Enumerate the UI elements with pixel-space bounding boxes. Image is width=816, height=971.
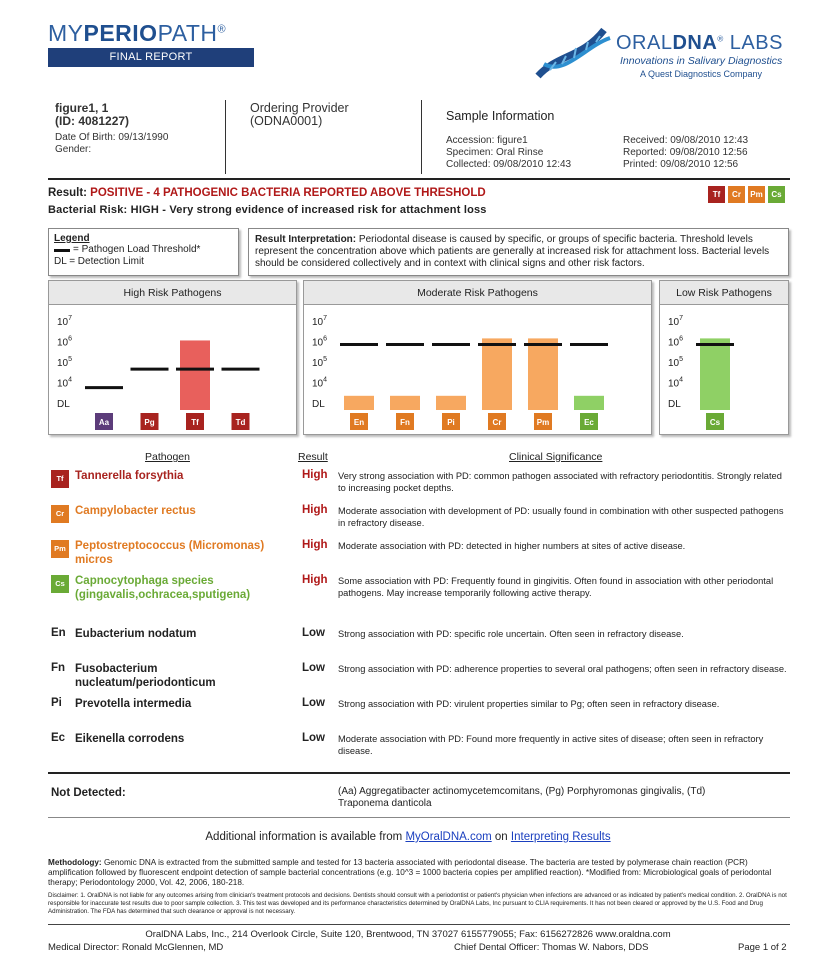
patient-name: figure1, 1	[55, 101, 109, 115]
low-risk-chart	[659, 280, 789, 435]
final-report-banner: FINAL REPORT	[48, 48, 254, 67]
clinical-significance: Moderate association with PD: detected in higher numbers at sites of active disease.	[338, 541, 686, 551]
pathogen-result: High	[302, 504, 328, 516]
y-tick-label: $10^5$	[312, 356, 328, 369]
bar-en	[344, 396, 374, 410]
collected: Collected: 09/08/2010 12:43	[446, 159, 572, 170]
lab-address: OralDNA Labs, Inc., 214 Overlook Circle, Suite 120, Brentwood, TN 37027 6155779055; Fax: 6156272826 www.oraldna.com	[145, 929, 671, 940]
bacterial-risk: Bacterial Risk: HIGH - Very strong evidence of increased risk for attachment loss	[48, 204, 487, 216]
category-label: Cs	[709, 418, 721, 427]
y-tick-label: $10^6$	[312, 335, 328, 349]
y-tick-label: $10^7$	[312, 315, 328, 328]
sample-title: Sample Information	[446, 109, 555, 123]
y-tick-label: $10^5$	[668, 356, 684, 369]
pathogen-name: Capnocytophaga species (gingavalis,ochracea,sputigena)	[75, 575, 251, 601]
pathogen-code: Pi	[51, 697, 62, 709]
legend-title: Legend	[54, 233, 90, 244]
received: Received: 09/08/2010 12:43	[623, 135, 749, 146]
brand-title: MYPERIOPATH®	[48, 20, 227, 46]
clinical-significance: Strong association with PD: adherence properties to several oral pathogens; often seen in refractory disease.	[338, 664, 787, 674]
bar-tf	[180, 340, 210, 410]
pathogen-name: Eubacterium nodatum	[75, 628, 197, 640]
y-tick-label: $10^7$	[57, 315, 73, 328]
chart-title: Moderate Risk Pathogens	[304, 281, 651, 305]
pathogen-code: En	[51, 627, 66, 639]
y-tick-label: DL	[312, 399, 325, 410]
pathogen-result: Low	[302, 662, 325, 674]
legend-dl: DL = Detection Limit	[54, 256, 144, 267]
bar-pi	[436, 396, 466, 410]
methodology-text: Genomic DNA is extracted from the submitted sample and tested for 13 bacteria associated with periodontal disease. The bacteria are tested by polymerase chain reaction (PCR) amplification followed by fluorescent endpoint detection of sample bacterial concentrations (e.g. 10^3 = 1000 bacteria copies per amplified reaction). *Modified from: Microbiological goals of periodontal therapy; Periodontology 2000, Vol. 42, 2006, 180-218.	[48, 858, 772, 887]
medical-director: Medical Director: Ronald McGlennen, MD	[48, 942, 224, 953]
chart-title: High Risk Pathogens	[49, 281, 296, 305]
category-label: Pg	[144, 418, 155, 427]
threshold-swatch	[54, 249, 70, 252]
bar-fn	[390, 396, 420, 410]
category-label: Fn	[400, 418, 410, 427]
bar-pm	[528, 338, 558, 410]
chart-title: Low Risk Pathogens	[660, 281, 788, 305]
sample-right	[623, 135, 748, 171]
badge-tf: Tf	[708, 186, 725, 203]
y-tick-label: $10^6$	[57, 335, 73, 349]
patient-id: (ID: 4081227)	[55, 114, 130, 128]
category-label: Ec	[584, 418, 594, 427]
category-label: Tf	[191, 418, 199, 427]
badge-cs: Cs	[768, 186, 785, 203]
lab-tagline: Innovations in Salivary Diagnostics	[620, 55, 783, 67]
moderate-risk-chart-svg	[304, 306, 653, 436]
accession: Accession: figure1	[446, 135, 528, 146]
interpreting-results-link[interactable]: Interpreting Results	[510, 831, 611, 843]
dna-helix-icon	[530, 24, 620, 84]
badge-pm: Pm	[748, 186, 765, 203]
pathogen-result: Low	[302, 732, 325, 744]
col-significance: Clinical Significance	[509, 451, 603, 463]
oraldna-brand: ORALDNA® LABS	[616, 32, 783, 54]
pathogen-code: Ec	[51, 732, 66, 744]
pathogen-result: Low	[302, 697, 325, 709]
chief-dental-officer: Chief Dental Officer: Thomas W. Nabors, DDS	[454, 942, 649, 953]
pathogen-name: Campylobacter rectus	[75, 505, 196, 517]
high-risk-chart	[48, 280, 297, 435]
pathogen-code: Fn	[51, 662, 66, 674]
pathogen-result: High	[302, 539, 328, 551]
low-risk-chart-svg	[660, 306, 790, 436]
reported: Reported: 09/08/2010 12:56	[623, 147, 748, 158]
disclaimer: Disclaimer: 1. OralDNA is not liable for any outcomes arising from clinician's treatment protocols and decisions. Dentists should consult with a periodontist or patient's physician when infections are advanced or as indicated by patient's medical condition. 2. OralDNA is not responsible for inaccurate test results due to poor sample collection. 3. This test was developed and its performance characteristics determined by OralDNA Labs, Inc pursuant to CLIA requirements. It has not been cleared or approved by the U.S. Food and Drug Administration. The FDA has determined that such clearance or approval is not necessary.	[48, 892, 787, 915]
section-rule	[48, 772, 790, 774]
patient-gender: Gender:	[55, 144, 92, 155]
provider-title: Ordering Provider	[250, 101, 349, 115]
pathogen-name: Peptostreptococcus (Micromonas) micros	[75, 540, 265, 566]
col-result: Result	[298, 451, 328, 463]
category-label: Aa	[98, 418, 110, 427]
provider-code: (ODNA0001)	[250, 114, 323, 128]
category-label: En	[353, 418, 365, 427]
patient-dob: Date Of Birth: 09/13/1990	[55, 132, 169, 143]
section-rule	[48, 178, 790, 180]
interpretation-box: Result Interpretation: Periodontal disease is caused by specific, or groups of specific bacteria. Threshold levels represent the concentration above which patients are generally at increased risk for attachment loss. Bacterial levels should be considered collectively and in context with clinical signs and other risk factors.	[248, 228, 789, 276]
legend-box	[48, 228, 239, 276]
not-detected-label: Not Detected:	[51, 787, 126, 799]
result-summary: Result: POSITIVE - 4 PATHOGENIC BACTERIA REPORTED ABOVE THRESHOLD	[48, 187, 486, 199]
y-tick-label: $10^4$	[668, 376, 684, 390]
divider	[421, 100, 422, 174]
y-tick-label: $10^5$	[57, 356, 73, 369]
category-label: Cr	[492, 418, 502, 427]
clinical-significance: Very strong association with PD: common pathogen associated with refractory periodontitis. Strongly related to increasing pocket depths.	[338, 471, 782, 493]
clinical-significance: Moderate association with PD: Found more frequently in active sites of disease; often seen in refractory disease.	[338, 734, 764, 756]
bar-cr	[482, 338, 512, 410]
category-label: Pm	[536, 418, 550, 427]
pathogen-badge: Cs	[51, 575, 69, 593]
myperiopath-logo	[48, 20, 254, 67]
patient-info	[55, 102, 168, 156]
y-tick-label: $10^6$	[668, 335, 684, 349]
bar-cs	[700, 338, 730, 410]
page-number: Page 1 of 2	[738, 942, 787, 953]
pathogen-name: Tannerella forsythia	[75, 470, 184, 482]
pathogen-badge: Pm	[51, 540, 69, 558]
legend-threshold: = Pathogen Load Threshold*	[54, 244, 233, 256]
moderate-risk-chart	[303, 280, 652, 435]
additional-info: Additional information is available from MyOralDNA.com on Interpreting Results	[205, 831, 611, 843]
y-tick-label: $10^4$	[57, 376, 73, 390]
footer-rule	[48, 924, 790, 925]
methodology: Methodology: Genomic DNA is extracted from the submitted sample and tested for 13 bacteria associated with periodontal disease. The bacteria are tested by polymerase chain reaction (PCR) amplification followed by fluorescent endpoint detection of sample bacterial concentrations (e.g. 10^3 = 1000 bacteria copies per amplified reaction). *Modified from: Microbiological goals of periodontal therapy; Periodontology 2000, Vol. 42, 2006, 180-218.	[48, 858, 772, 887]
pathogen-badge: Tf	[51, 470, 69, 488]
col-pathogen: Pathogen	[145, 451, 190, 463]
interpretation-text: Periodontal disease is caused by specific, or groups of specific bacteria. Threshold levels represent the concentration above which patients are generally at increased risk for attachment loss. Bacterial levels should be considered collectively and in context with clinical signs and other risk factors.	[255, 234, 770, 269]
divider	[225, 100, 226, 174]
y-tick-label: DL	[668, 399, 681, 410]
printed: Printed: 09/08/2010 12:56	[623, 159, 739, 170]
y-tick-label: $10^4$	[312, 376, 328, 390]
section-rule	[48, 817, 790, 818]
category-label: Pi	[447, 418, 455, 427]
pathogen-badge: Cr	[51, 505, 69, 523]
bar-ec	[574, 396, 604, 410]
clinical-significance: Strong association with PD: virulent properties similar to Pg; often seen in refractory disease.	[338, 699, 720, 709]
pathogen-name: Eikenella corrodens	[75, 733, 185, 745]
pathogen-result: High	[302, 469, 328, 481]
pathogen-result: High	[302, 574, 328, 586]
y-tick-label: DL	[57, 399, 70, 410]
badge-cr: Cr	[728, 186, 745, 203]
provider-info	[250, 102, 349, 128]
pathogen-result: Low	[302, 627, 325, 639]
oraldna-logo	[530, 24, 790, 84]
specimen: Specimen: Oral Rinse	[446, 147, 544, 158]
clinical-significance: Some association with PD: Frequently found in gingivitis. Often found in association with other periodontal pathogens. May increase temporarily following active therapy.	[338, 576, 774, 598]
sample-left	[446, 135, 571, 171]
lab-company: A Quest Diagnostics Company	[640, 69, 763, 79]
clinical-significance: Moderate association with development of PD: usually found in combination with other suspected pathogens in refractory disease.	[338, 506, 784, 528]
clinical-significance: Strong association with PD: specific role uncertain. Often seen in refractory disease.	[338, 629, 684, 639]
y-tick-label: $10^7$	[668, 315, 684, 328]
pathogen-name: Prevotella intermedia	[75, 698, 192, 710]
pathogen-name: Fusobacterium nucleatum/periodonticum	[75, 663, 216, 689]
high-risk-chart-svg	[49, 306, 298, 436]
not-detected-list: (Aa) Aggregatibacter actinomycetemcomitans, (Pg) Porphyromonas gingivalis, (Td) Traponema danticola	[338, 786, 706, 809]
myoraldna-link[interactable]: MyOralDNA.com	[405, 831, 492, 843]
category-label: Td	[235, 418, 246, 427]
